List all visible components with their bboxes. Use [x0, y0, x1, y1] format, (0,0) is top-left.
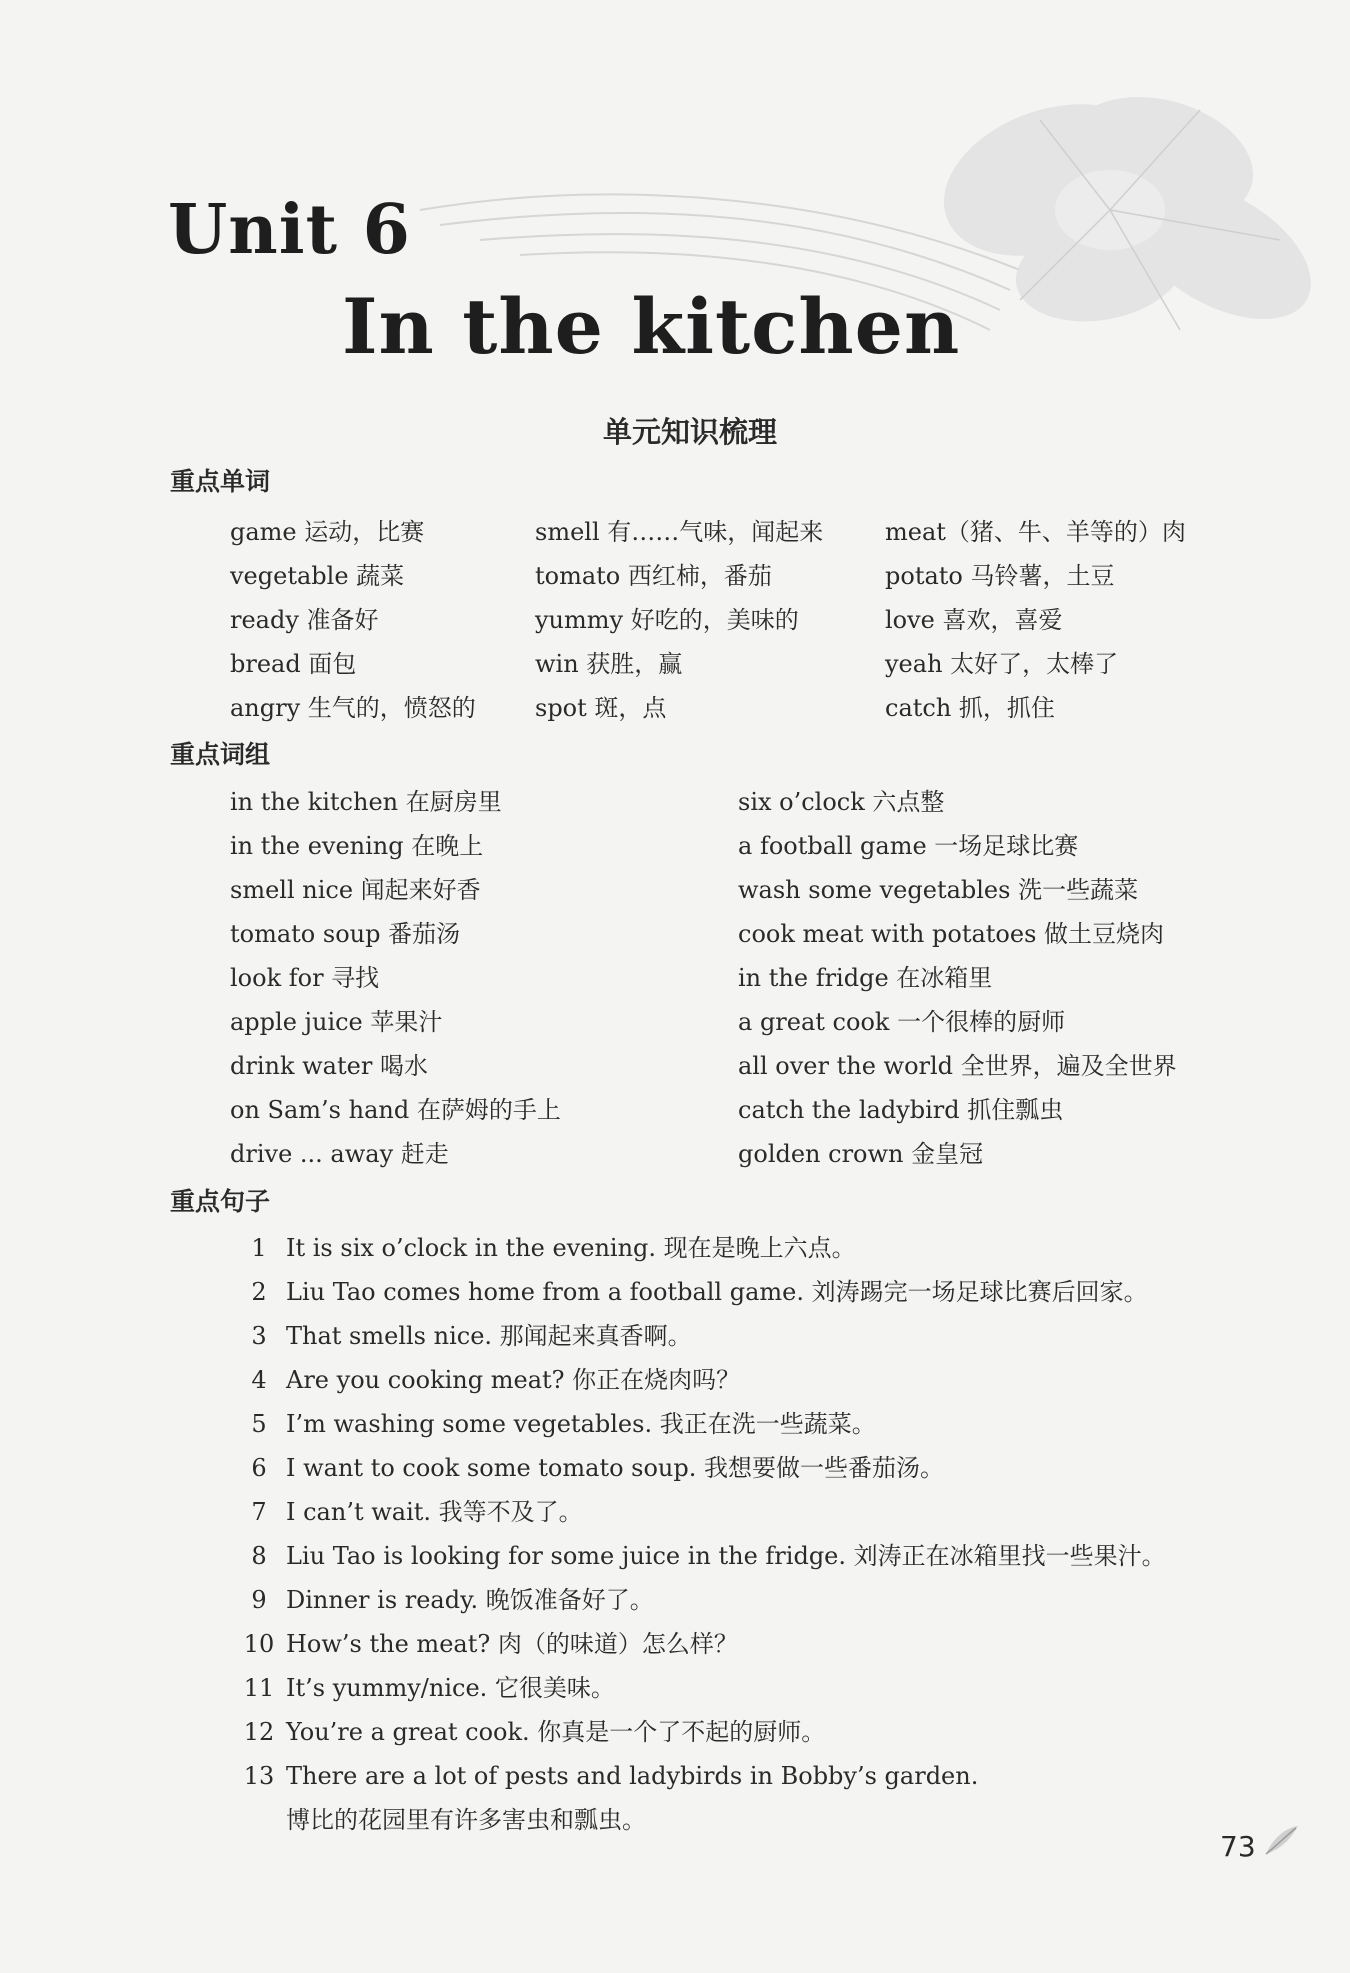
sentence-number: 10 — [243, 1630, 275, 1658]
phrase-item: a great cook 一个很棒的厨师 — [738, 1008, 1066, 1036]
sentence-item — [238, 1754, 1166, 1842]
sentence-text: Liu Tao is looking for some juice in the fridge. 刘涛正在冰箱里找一些果汁。 — [286, 1542, 1166, 1570]
sentence-item — [238, 1358, 1166, 1402]
sentence-text: I want to cook some tomato soup. 我想要做一些番茄汤。 — [286, 1454, 945, 1482]
unit-label: Unit 6 — [168, 190, 411, 270]
phrase-item: in the evening 在晚上 — [230, 832, 484, 860]
sentence-text: You’re a great cook. 你真是一个了不起的厨师。 — [286, 1718, 826, 1746]
phrase-item: on Sam’s hand 在萨姆的手上 — [230, 1096, 561, 1124]
sentence-number: 13 — [243, 1762, 275, 1790]
sentence-item — [238, 1314, 1166, 1358]
key-words-table — [230, 510, 1245, 730]
sentence-item — [238, 1578, 1166, 1622]
sentence-text: There are a lot of pests and ladybirds in Bobby’s garden. 博比的花园里有许多害虫和瓢虫。 — [286, 1762, 979, 1834]
key-sentences-heading: 重点句子 — [170, 1187, 271, 1216]
key-words-heading: 重点单词 — [170, 467, 271, 496]
word-item: spot 斑，点 — [535, 694, 667, 722]
sentence-text: It’s yummy/nice. 它很美味。 — [286, 1674, 615, 1702]
word-item: yeah 太好了，太棒了 — [885, 650, 1119, 678]
word-item: angry 生气的，愤怒的 — [230, 694, 476, 722]
page-number: 73 — [1220, 1830, 1256, 1863]
word-item: vegetable 蔬菜 — [230, 562, 405, 590]
sentence-item — [238, 1710, 1166, 1754]
sentence-number: 11 — [243, 1674, 275, 1702]
sentence-item — [238, 1622, 1166, 1666]
sentence-text: I can’t wait. 我等不及了。 — [286, 1498, 583, 1526]
sentence-number: 7 — [251, 1498, 267, 1526]
sentence-number: 9 — [251, 1586, 267, 1614]
word-item: meat（猪、牛、羊等的）肉 — [885, 518, 1186, 546]
sentence-item — [238, 1490, 1166, 1534]
word-item: game 运动，比赛 — [230, 518, 425, 546]
sentence-number: 3 — [251, 1322, 267, 1350]
sentence-number: 8 — [251, 1542, 267, 1570]
phrase-item: smell nice 闻起来好香 — [230, 876, 481, 904]
section-title: 单元知识梳理 — [602, 415, 777, 449]
phrase-item: six o’clock 六点整 — [738, 788, 945, 816]
sentence-text: Liu Tao comes home from a football game. 刘涛踢完一场足球比赛后回家。 — [286, 1278, 1148, 1306]
sentence-text: How’s the meat? 肉（的味道）怎么样？ — [286, 1630, 738, 1658]
sentence-number: 1 — [251, 1234, 267, 1262]
word-item: love 喜欢，喜爱 — [885, 606, 1063, 634]
phrase-item: drive ... away 赶走 — [230, 1140, 449, 1168]
sentence-item — [238, 1402, 1166, 1446]
sentence-text: It is six o’clock in the evening. 现在是晚上六点。 — [286, 1234, 856, 1262]
phrase-item: drink water 喝水 — [230, 1052, 428, 1080]
key-sentences-list — [238, 1226, 1166, 1842]
sentence-text: Dinner is ready. 晚饭准备好了。 — [286, 1586, 654, 1614]
phrase-item: look for 寻找 — [230, 964, 380, 992]
sentence-item — [238, 1446, 1166, 1490]
sentence-text: Are you cooking meat? 你正在烧肉吗？ — [286, 1366, 741, 1394]
phrase-item: apple juice 苹果汁 — [230, 1008, 443, 1036]
word-item: yummy 好吃的，美味的 — [535, 606, 799, 634]
phrase-item: golden crown 金皇冠 — [738, 1140, 984, 1168]
sentence-text: I’m washing some vegetables. 我正在洗一些蔬菜。 — [286, 1410, 876, 1438]
phrase-item: tomato soup 番茄汤 — [230, 920, 461, 948]
phrase-item: catch the ladybird 抓住瓢虫 — [738, 1096, 1064, 1124]
sentence-number: 6 — [251, 1454, 267, 1482]
word-item: smell 有……气味，闻起来 — [535, 518, 824, 546]
sentence-item — [238, 1226, 1166, 1270]
key-phrases-table — [230, 780, 1238, 1176]
phrase-item: cook meat with potatoes 做土豆烧肉 — [738, 920, 1165, 948]
phrase-item: in the fridge 在冰箱里 — [738, 964, 993, 992]
word-item: win 获胜，赢 — [535, 650, 683, 678]
sentence-number: 2 — [251, 1278, 267, 1306]
leaf-icon — [1262, 1820, 1302, 1860]
phrase-item: all over the world 全世界，遍及全世界 — [738, 1052, 1177, 1080]
word-item: tomato 西红柿，番茄 — [535, 562, 772, 590]
word-item: ready 准备好 — [230, 606, 379, 634]
word-item: potato 马铃薯，土豆 — [885, 562, 1115, 590]
sentence-item — [238, 1666, 1166, 1710]
phrase-item: a football game 一场足球比赛 — [738, 832, 1079, 860]
word-item: catch 抓，抓住 — [885, 694, 1055, 722]
phrase-item: in the kitchen 在厨房里 — [230, 788, 502, 816]
sentence-item — [238, 1270, 1166, 1314]
unit-title: In the kitchen — [342, 282, 961, 371]
sentence-number: 12 — [243, 1718, 275, 1746]
phrase-item: wash some vegetables 洗一些蔬菜 — [738, 876, 1139, 904]
sentence-text: That smells nice. 那闻起来真香啊。 — [286, 1322, 692, 1350]
sentence-number: 5 — [251, 1410, 267, 1438]
sentence-item — [238, 1534, 1166, 1578]
sentence-number: 4 — [251, 1366, 267, 1394]
word-item: bread 面包 — [230, 650, 357, 678]
key-phrases-heading: 重点词组 — [170, 740, 271, 769]
